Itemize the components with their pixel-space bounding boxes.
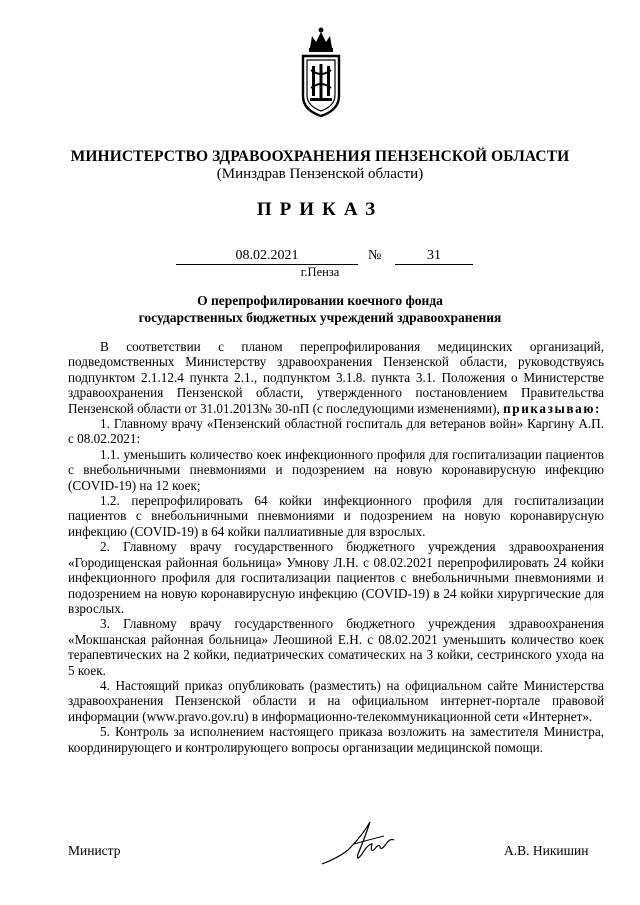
order-number: 31 [395, 247, 473, 265]
clause-1-1: 1.1. уменьшить количество коек инфекционного профиля для госпитализации пациентов с внебольничными пневмониями и подозрением на новую коронавирусную инфекцию (COVID-19) на 12 коек; [68, 446, 604, 493]
order-directive: приказываю: [503, 400, 601, 416]
handwritten-signature [318, 814, 398, 870]
signatory-position: Министр [68, 843, 121, 858]
subject-line-1: О перепрофилировании коечного фонда [197, 293, 443, 308]
order-subject [0, 292, 640, 326]
order-date: 08.02.2021 [176, 247, 358, 265]
clause-2: 2. Главному врачу государственного бюджетного учреждения здравоохранения «Городищенская районная больница» Умнову Л.Н. с 08.02.2021 перепрофилировать 24 койки инфекционного профиля для госпитализации пациентов с внебольничными пневмониями и подозрением на новую коронавирусную инфекцию (COVID-19) в 24 койки хирургические для взрослых. [68, 539, 604, 616]
subject-line-2: государственных бюджетных учреждений здравоохранения [138, 310, 502, 325]
clause-1-2: 1.2. перепрофилировать 64 койки инфекционного профиля для госпитализации пациентов с внебольничными пневмониями и подозрением на новую коронавирусную инфекцию (COVID-19) в 64 койки паллиативные для взрослых. [68, 493, 604, 539]
clause-3: 3. Главному врачу государственного бюджетного учреждения здравоохранения «Мокшанская районная больница» Леошиной Е.Н. с 08.02.2021 уменьшить количество коек терапевтических на 2 койки, педиатрических соматических на 3 койки, сестринского ухода на 5 коек. [68, 616, 604, 678]
preamble-paragraph [68, 339, 604, 416]
ministry-name: МИНИСТЕРСТВО ЗДРАВООХРАНЕНИЯ ПЕНЗЕНСКОЙ ОБЛАСТИ [70, 148, 570, 165]
ministry-short-name: (Минздрав Пензенской области) [216, 166, 424, 182]
order-city: г.Пенза [300, 265, 340, 279]
coat-of-arms-emblem [298, 26, 344, 118]
document-title: ПРИКАЗ [256, 199, 384, 220]
clause-4: 4. Настоящий приказ опубликовать (разместить) на официальном сайте Министерства здравоохранения Пензенской области и на официальном интернет-портале правовой информации (www.pravo.gov.ru) в информационно-телекоммуникационной сети «Интернет». [68, 677, 604, 724]
signatory-name: А.В. Никишин [504, 843, 589, 858]
clause-1: 1. Главному врачу «Пензенский областной госпиталь для ветеранов войн» Каргину А.П. с 08.02.2021: [68, 416, 604, 447]
order-body [68, 339, 604, 755]
clause-5: 5. Контроль за исполнением настоящего приказа возложить на заместителя Министра, координирующего и контролирующего вопросы организации медицинской помощи. [68, 724, 604, 755]
preamble-text: В соответствии с планом перепрофилирования медицинских организаций, подведомственных Министерству здравоохранения Пензенской области, руководствуясь подпунктом 2.1.12.4 пункта 2.1., подпунктом 3.1.8. пункта 3.1. Положения о Министерстве здравоохранения Пензенской области, утвержденного постановлением Правительства Пензенской области от 31.01.2013№ 30-пП (с последующими изменениями), [68, 339, 604, 416]
number-sign: № [368, 248, 382, 263]
